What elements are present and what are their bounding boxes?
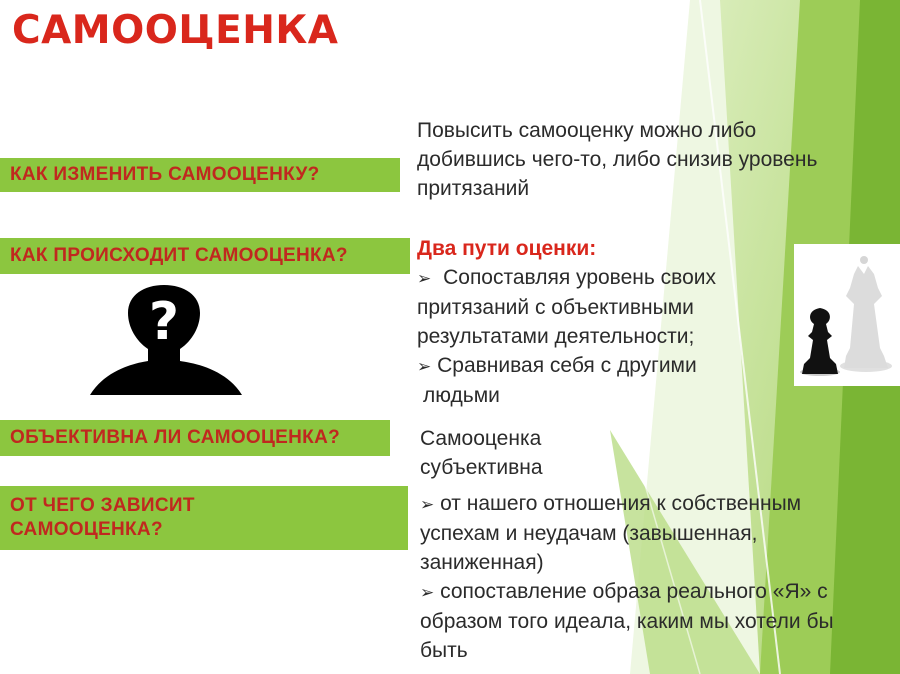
answer-objective-line2: субъективна [420,456,543,479]
depends-bullet2-line3: быть [420,639,468,662]
answer-depends [420,489,834,665]
depends-bullet1-line1: от нашего отношения к собственным [440,492,802,515]
answer-change-line1: Повысить самооценку можно либо [417,119,757,142]
answer-process [417,234,716,410]
answer-change [417,116,817,203]
bullet2-line1: Сравнивая себя с другими [437,354,697,377]
question-depends-label-line1: ОТ ЧЕГО ЗАВИСИТ [10,495,195,517]
page-title: САМООЦЕНКА [12,8,339,53]
depends-bullet1-line2: успехам и неудачам (завышенная, [420,522,758,545]
answer-objective-line1: Самооценка [420,427,542,450]
answer-objective [420,424,543,482]
question-change-label: КАК ИЗМЕНИТЬ САМООЦЕНКУ? [10,164,320,186]
answer-change-line3: притязаний [417,177,530,200]
question-band-process [0,238,410,274]
arrow-bullet-icon: ➢ [420,495,435,514]
answer-process-bullet2 [417,351,716,381]
question-process-label: КАК ПРОИСХОДИТ САМООЦЕНКА? [10,245,348,267]
arrow-bullet-icon: ➢ [417,269,432,288]
answer-change-line2: добившись чего-то, либо снизив уровень [417,148,818,171]
question-objective-label: ОБЪЕКТИВНА ЛИ САМООЦЕНКА? [10,427,340,449]
question-band-objective [0,420,390,456]
two-ways-heading: Два пути оценки: [417,237,597,260]
svg-text:?: ? [148,292,180,352]
chess-pawn-and-queen-icon [794,244,900,386]
depends-bullet2-line1: сопоставление образа реального «Я» с [440,580,828,603]
bullet1-line3: результатами деятельности; [417,325,695,348]
answer-process-bullet1 [417,263,716,293]
bullet1-line2: притязаний с объективными [417,296,694,319]
depends-bullet2-line2: образом того идеала, каким мы хотели бы [420,610,834,633]
person-question-silhouette-icon [86,283,246,398]
depends-bullet1-line3: заниженная) [420,551,544,574]
arrow-bullet-icon: ➢ [420,583,435,602]
question-depends-label-line2: САМООЦЕНКА? [10,519,163,540]
question-band-depends [0,486,408,550]
bullet2-line2: людьми [423,384,500,407]
answer-depends-bullet2 [420,577,834,607]
answer-depends-bullet1 [420,489,834,519]
bullet1-line1: Сопоставляя уровень своих [443,266,716,289]
arrow-bullet-icon: ➢ [417,357,432,376]
question-band-change [0,158,400,192]
